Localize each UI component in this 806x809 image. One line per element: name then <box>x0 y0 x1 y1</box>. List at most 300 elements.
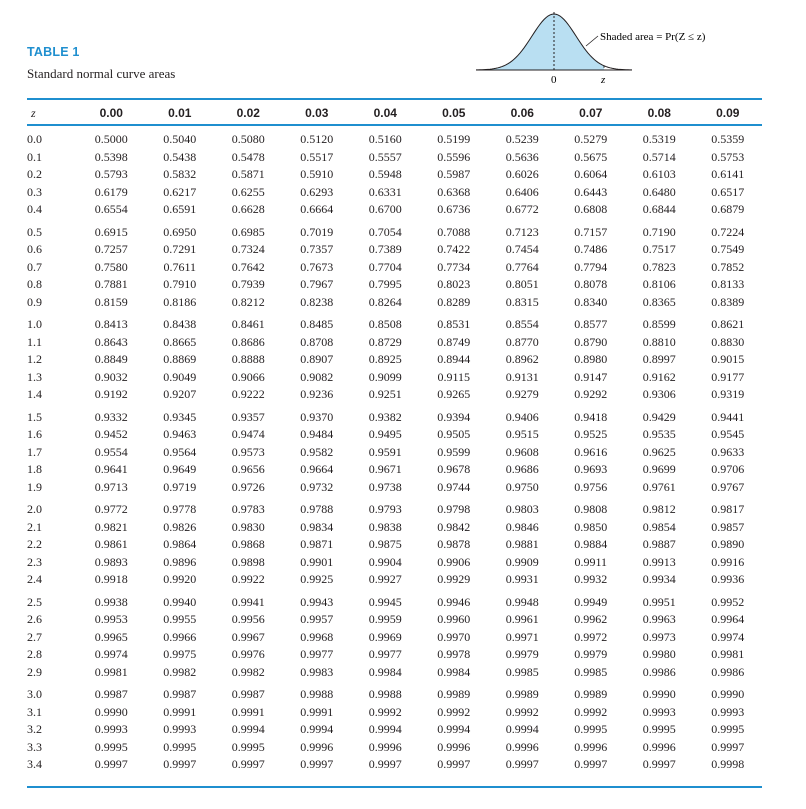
area-cell: 0.7454 <box>505 242 539 257</box>
area-cell: 0.9515 <box>505 427 539 442</box>
z-value-cell: 2.0 <box>27 502 42 517</box>
area-cell: 0.9992 <box>437 704 471 719</box>
table-row <box>27 721 762 739</box>
area-cell: 0.8485 <box>300 317 334 332</box>
area-cell: 0.5438 <box>163 149 197 164</box>
table-row <box>27 611 762 629</box>
table-row <box>27 686 762 704</box>
area-cell: 0.8980 <box>574 352 608 367</box>
area-cell: 0.7642 <box>231 259 265 274</box>
area-cell: 0.8749 <box>437 334 471 349</box>
z-value-cell: 2.8 <box>27 647 42 662</box>
area-cell: 0.9977 <box>368 647 402 662</box>
area-cell: 0.9357 <box>231 409 265 424</box>
area-cell: 0.9992 <box>368 704 402 719</box>
area-cell: 0.9591 <box>368 444 402 459</box>
area-cell: 0.8849 <box>94 352 128 367</box>
area-cell: 0.9959 <box>368 612 402 627</box>
area-cell: 0.9993 <box>94 722 128 737</box>
area-cell: 0.6844 <box>642 202 676 217</box>
area-cell: 0.5000 <box>94 132 128 147</box>
area-cell: 0.9115 <box>437 369 471 384</box>
area-cell: 0.9911 <box>574 554 608 569</box>
area-cell: 0.9990 <box>711 687 745 702</box>
normal-curve-figure <box>476 4 776 90</box>
area-cell: 0.9976 <box>231 647 265 662</box>
z-value-cell: 2.3 <box>27 554 42 569</box>
area-cell: 0.6736 <box>437 202 471 217</box>
area-cell: 0.9949 <box>574 594 608 609</box>
table-row <box>27 386 762 409</box>
area-cell: 0.9996 <box>437 739 471 754</box>
area-cell: 0.9938 <box>94 594 128 609</box>
standard-normal-table <box>27 102 762 774</box>
area-cell: 0.9664 <box>300 462 334 477</box>
area-cell: 0.9236 <box>300 387 334 402</box>
area-cell: 0.9678 <box>437 462 471 477</box>
area-cell: 0.7734 <box>437 259 471 274</box>
area-cell: 0.9699 <box>642 462 676 477</box>
table-row <box>27 201 762 224</box>
area-cell: 0.8643 <box>94 334 128 349</box>
area-cell: 0.8962 <box>505 352 539 367</box>
area-cell: 0.5987 <box>437 167 471 182</box>
area-cell: 0.9991 <box>163 704 197 719</box>
z-value-cell: 1.5 <box>27 409 42 424</box>
area-cell: 0.8830 <box>711 334 745 349</box>
area-cell: 0.9525 <box>574 427 608 442</box>
area-cell: 0.9997 <box>368 757 402 772</box>
area-cell: 0.9222 <box>231 387 265 402</box>
column-header: 0.08 <box>647 106 671 120</box>
area-cell: 0.9978 <box>437 647 471 662</box>
area-cell: 0.9997 <box>642 757 676 772</box>
area-cell: 0.5832 <box>163 167 197 182</box>
column-header: 0.05 <box>442 106 466 120</box>
area-cell: 0.9992 <box>505 704 539 719</box>
table-row <box>27 756 762 774</box>
area-cell: 0.9988 <box>368 687 402 702</box>
area-cell: 0.7794 <box>574 259 608 274</box>
area-cell: 0.5319 <box>642 132 676 147</box>
area-cell: 0.9878 <box>437 537 471 552</box>
z-value-cell: 2.6 <box>27 612 42 627</box>
area-cell: 0.9994 <box>505 722 539 737</box>
area-cell: 0.9441 <box>711 409 745 424</box>
area-cell: 0.9625 <box>642 444 676 459</box>
area-cell: 0.6406 <box>505 184 539 199</box>
area-cell: 0.7910 <box>163 277 197 292</box>
z-value-cell: 2.5 <box>27 594 42 609</box>
area-cell: 0.9406 <box>505 409 539 424</box>
area-cell: 0.9881 <box>505 537 539 552</box>
area-cell: 0.7291 <box>163 242 197 257</box>
area-cell: 0.7224 <box>711 224 745 239</box>
area-cell: 0.9993 <box>163 722 197 737</box>
area-cell: 0.9767 <box>711 479 745 494</box>
z-value-cell: 0.6 <box>27 242 42 257</box>
area-cell: 0.9783 <box>231 502 265 517</box>
area-cell: 0.9495 <box>368 427 402 442</box>
area-cell: 0.6628 <box>231 202 265 217</box>
area-cell: 0.9890 <box>711 537 745 552</box>
area-cell: 0.5753 <box>711 149 745 164</box>
z-value-cell: 1.8 <box>27 462 42 477</box>
area-cell: 0.9345 <box>163 409 197 424</box>
area-cell: 0.9738 <box>368 479 402 494</box>
area-cell: 0.9960 <box>437 612 471 627</box>
table-row <box>27 646 762 664</box>
area-cell: 0.5239 <box>505 132 539 147</box>
area-cell: 0.9972 <box>574 629 608 644</box>
area-cell: 0.9997 <box>231 757 265 772</box>
area-cell: 0.9713 <box>94 479 128 494</box>
area-cell: 0.9987 <box>94 687 128 702</box>
area-cell: 0.9599 <box>437 444 471 459</box>
shaded-area-label: Shaded area = Pr(Z ≤ z) <box>600 31 706 43</box>
area-cell: 0.9985 <box>574 664 608 679</box>
area-cell: 0.8665 <box>163 334 197 349</box>
area-cell: 0.9916 <box>711 554 745 569</box>
area-cell: 0.9319 <box>711 387 745 402</box>
area-cell: 0.9990 <box>94 704 128 719</box>
area-cell: 0.9332 <box>94 409 128 424</box>
area-cell: 0.9545 <box>711 427 745 442</box>
area-cell: 0.9996 <box>300 739 334 754</box>
z-value-cell: 3.4 <box>27 757 42 772</box>
area-cell: 0.9641 <box>94 462 128 477</box>
table-caption: Standard normal curve areas <box>27 66 176 81</box>
z-label: z <box>601 74 606 86</box>
area-cell: 0.7881 <box>94 277 128 292</box>
area-cell: 0.6700 <box>368 202 402 217</box>
column-header: 0.00 <box>99 106 123 120</box>
area-cell: 0.9803 <box>505 502 539 517</box>
area-cell: 0.9066 <box>231 369 265 384</box>
area-cell: 0.5160 <box>368 132 402 147</box>
area-cell: 0.9817 <box>711 502 745 517</box>
area-cell: 0.9963 <box>642 612 676 627</box>
area-cell: 0.9573 <box>231 444 265 459</box>
area-cell: 0.6443 <box>574 184 608 199</box>
area-cell: 0.9904 <box>368 554 402 569</box>
area-cell: 0.9979 <box>505 647 539 662</box>
area-cell: 0.9995 <box>163 739 197 754</box>
area-cell: 0.9798 <box>437 502 471 517</box>
label-pointer-line <box>586 36 598 46</box>
area-cell: 0.9656 <box>231 462 265 477</box>
area-cell: 0.9099 <box>368 369 402 384</box>
z-value-cell: 0.7 <box>27 259 42 274</box>
area-cell: 0.9913 <box>642 554 676 569</box>
area-cell: 0.6664 <box>300 202 334 217</box>
table-row <box>27 664 762 687</box>
area-cell: 0.9875 <box>368 537 402 552</box>
area-cell: 0.9082 <box>300 369 334 384</box>
area-cell: 0.9649 <box>163 462 197 477</box>
area-cell: 0.9251 <box>368 387 402 402</box>
area-cell: 0.7123 <box>505 224 539 239</box>
area-cell: 0.9941 <box>231 594 265 609</box>
area-cell: 0.8051 <box>505 277 539 292</box>
area-cell: 0.9966 <box>163 629 197 644</box>
area-cell: 0.9961 <box>505 612 539 627</box>
table-row <box>27 479 762 502</box>
area-cell: 0.6217 <box>163 184 197 199</box>
area-cell: 0.9984 <box>437 664 471 679</box>
area-cell: 0.9920 <box>163 572 197 587</box>
column-header: 0.01 <box>168 106 192 120</box>
z-value-cell: 0.3 <box>27 184 42 199</box>
area-cell: 0.8438 <box>163 317 197 332</box>
area-cell: 0.8340 <box>574 294 608 309</box>
table-label: TABLE 1 <box>27 45 80 59</box>
area-cell: 0.9974 <box>711 629 745 644</box>
area-cell: 0.9994 <box>437 722 471 737</box>
area-cell: 0.9616 <box>574 444 608 459</box>
table-row <box>27 316 762 334</box>
area-cell: 0.9970 <box>437 629 471 644</box>
area-cell: 0.9940 <box>163 594 197 609</box>
table-row <box>27 351 762 369</box>
z-value-cell: 0.5 <box>27 224 42 239</box>
area-cell: 0.7611 <box>163 259 197 274</box>
z-value-cell: 0.1 <box>27 149 42 164</box>
area-cell: 0.9982 <box>231 664 265 679</box>
area-cell: 0.7019 <box>300 224 334 239</box>
area-cell: 0.5871 <box>231 167 265 182</box>
area-cell: 0.7852 <box>711 259 745 274</box>
area-cell: 0.9505 <box>437 427 471 442</box>
table-row <box>27 704 762 722</box>
area-cell: 0.9808 <box>574 502 608 517</box>
area-cell: 0.9887 <box>642 537 676 552</box>
area-cell: 0.5478 <box>231 149 265 164</box>
z-value-cell: 1.7 <box>27 444 42 459</box>
area-cell: 0.9967 <box>231 629 265 644</box>
area-cell: 0.5359 <box>711 132 745 147</box>
area-cell: 0.9778 <box>163 502 197 517</box>
top-rule <box>27 98 762 100</box>
shaded-area <box>476 14 604 70</box>
area-cell: 0.7357 <box>300 242 334 257</box>
area-cell: 0.5948 <box>368 167 402 182</box>
z-value-cell: 0.0 <box>27 132 42 147</box>
area-cell: 0.9846 <box>505 519 539 534</box>
area-cell: 0.9993 <box>711 704 745 719</box>
area-cell: 0.5793 <box>94 167 128 182</box>
area-cell: 0.9394 <box>437 409 471 424</box>
table-row <box>27 166 762 184</box>
area-cell: 0.9991 <box>231 704 265 719</box>
z-value-cell: 1.9 <box>27 479 42 494</box>
area-cell: 0.9956 <box>231 612 265 627</box>
area-cell: 0.6179 <box>94 184 128 199</box>
area-cell: 0.9834 <box>300 519 334 534</box>
z-value-cell: 2.4 <box>27 572 42 587</box>
area-cell: 0.7190 <box>642 224 676 239</box>
table-body <box>27 124 762 774</box>
area-cell: 0.9927 <box>368 572 402 587</box>
area-cell: 0.9997 <box>300 757 334 772</box>
area-cell: 0.8944 <box>437 352 471 367</box>
area-cell: 0.8289 <box>437 294 471 309</box>
area-cell: 0.7580 <box>94 259 128 274</box>
z-value-cell: 2.2 <box>27 537 42 552</box>
area-cell: 0.8133 <box>711 277 745 292</box>
zero-label: 0 <box>551 74 557 86</box>
area-cell: 0.9946 <box>437 594 471 609</box>
z-value-cell: 1.3 <box>27 369 42 384</box>
area-cell: 0.8531 <box>437 317 471 332</box>
z-value-cell: 1.4 <box>27 387 42 402</box>
area-cell: 0.9986 <box>711 664 745 679</box>
area-cell: 0.7967 <box>300 277 334 292</box>
column-header: 0.06 <box>510 106 534 120</box>
area-cell: 0.9991 <box>300 704 334 719</box>
area-cell: 0.7157 <box>574 224 608 239</box>
area-cell: 0.9995 <box>642 722 676 737</box>
table-row <box>27 334 762 352</box>
area-cell: 0.6915 <box>94 224 128 239</box>
area-cell: 0.7389 <box>368 242 402 257</box>
area-cell: 0.9761 <box>642 479 676 494</box>
area-cell: 0.6141 <box>711 167 745 182</box>
area-cell: 0.9981 <box>94 664 128 679</box>
area-cell: 0.9989 <box>574 687 608 702</box>
table-row <box>27 241 762 259</box>
area-cell: 0.8413 <box>94 317 128 332</box>
area-cell: 0.9535 <box>642 427 676 442</box>
area-cell: 0.9952 <box>711 594 745 609</box>
area-cell: 0.9884 <box>574 537 608 552</box>
area-cell: 0.8315 <box>505 294 539 309</box>
area-cell: 0.9719 <box>163 479 197 494</box>
area-cell: 0.9693 <box>574 462 608 477</box>
area-cell: 0.9032 <box>94 369 128 384</box>
z-value-cell: 1.6 <box>27 427 42 442</box>
area-cell: 0.9932 <box>574 572 608 587</box>
area-cell: 0.8621 <box>711 317 745 332</box>
area-cell: 0.9854 <box>642 519 676 534</box>
area-cell: 0.8212 <box>231 294 265 309</box>
area-cell: 0.6950 <box>163 224 197 239</box>
table-row <box>27 184 762 202</box>
area-cell: 0.7823 <box>642 259 676 274</box>
area-cell: 0.9901 <box>300 554 334 569</box>
area-cell: 0.9382 <box>368 409 402 424</box>
area-cell: 0.8389 <box>711 294 745 309</box>
table-row <box>27 554 762 572</box>
table-row <box>27 149 762 167</box>
column-header: 0.09 <box>716 106 740 120</box>
area-cell: 0.7704 <box>368 259 402 274</box>
area-cell: 0.9671 <box>368 462 402 477</box>
area-cell: 0.9898 <box>231 554 265 569</box>
area-cell: 0.9750 <box>505 479 539 494</box>
area-cell: 0.5596 <box>437 149 471 164</box>
area-cell: 0.9925 <box>300 572 334 587</box>
area-cell: 0.9279 <box>505 387 539 402</box>
area-cell: 0.8599 <box>642 317 676 332</box>
area-cell: 0.7088 <box>437 224 471 239</box>
table-row <box>27 409 762 427</box>
area-cell: 0.9987 <box>163 687 197 702</box>
z-value-cell: 2.7 <box>27 629 42 644</box>
area-cell: 0.9147 <box>574 369 608 384</box>
table-row <box>27 444 762 462</box>
area-cell: 0.9418 <box>574 409 608 424</box>
area-cell: 0.9292 <box>574 387 608 402</box>
area-cell: 0.8554 <box>505 317 539 332</box>
area-cell: 0.9997 <box>94 757 128 772</box>
area-cell: 0.9987 <box>231 687 265 702</box>
area-cell: 0.9957 <box>300 612 334 627</box>
area-cell: 0.9821 <box>94 519 128 534</box>
area-cell: 0.6879 <box>711 202 745 217</box>
area-cell: 0.8508 <box>368 317 402 332</box>
area-cell: 0.9964 <box>711 612 745 627</box>
table-row <box>27 739 762 757</box>
area-cell: 0.9868 <box>231 537 265 552</box>
z-value-cell: 0.9 <box>27 294 42 309</box>
area-cell: 0.7054 <box>368 224 402 239</box>
table-row <box>27 224 762 242</box>
table-row <box>27 259 762 277</box>
area-cell: 0.9474 <box>231 427 265 442</box>
area-cell: 0.9861 <box>94 537 128 552</box>
area-cell: 0.9726 <box>231 479 265 494</box>
area-cell: 0.9985 <box>505 664 539 679</box>
area-cell: 0.7549 <box>711 242 745 257</box>
area-cell: 0.9989 <box>505 687 539 702</box>
area-cell: 0.9564 <box>163 444 197 459</box>
area-cell: 0.6255 <box>231 184 265 199</box>
area-cell: 0.6103 <box>642 167 676 182</box>
area-cell: 0.9992 <box>574 704 608 719</box>
area-cell: 0.9192 <box>94 387 128 402</box>
area-cell: 0.9429 <box>642 409 676 424</box>
area-cell: 0.9893 <box>94 554 128 569</box>
area-cell: 0.8869 <box>163 352 197 367</box>
z-value-cell: 3.3 <box>27 739 42 754</box>
area-cell: 0.8264 <box>368 294 402 309</box>
area-cell: 0.7257 <box>94 242 128 257</box>
area-cell: 0.8708 <box>300 334 334 349</box>
area-cell: 0.8159 <box>94 294 128 309</box>
area-cell: 0.5279 <box>574 132 608 147</box>
area-cell: 0.7673 <box>300 259 334 274</box>
area-cell: 0.9706 <box>711 462 745 477</box>
area-cell: 0.9948 <box>505 594 539 609</box>
area-cell: 0.9996 <box>368 739 402 754</box>
area-cell: 0.9452 <box>94 427 128 442</box>
area-cell: 0.9951 <box>642 594 676 609</box>
area-cell: 0.9484 <box>300 427 334 442</box>
column-header-z: z <box>31 105 36 120</box>
area-cell: 0.9997 <box>505 757 539 772</box>
area-cell: 0.9971 <box>505 629 539 644</box>
table-row <box>27 519 762 537</box>
area-cell: 0.9922 <box>231 572 265 587</box>
column-header: 0.07 <box>579 106 603 120</box>
area-cell: 0.9265 <box>437 387 471 402</box>
area-cell: 0.8888 <box>231 352 265 367</box>
area-cell: 0.9969 <box>368 629 402 644</box>
area-cell: 0.5636 <box>505 149 539 164</box>
area-cell: 0.8770 <box>505 334 539 349</box>
area-cell: 0.9974 <box>94 647 128 662</box>
